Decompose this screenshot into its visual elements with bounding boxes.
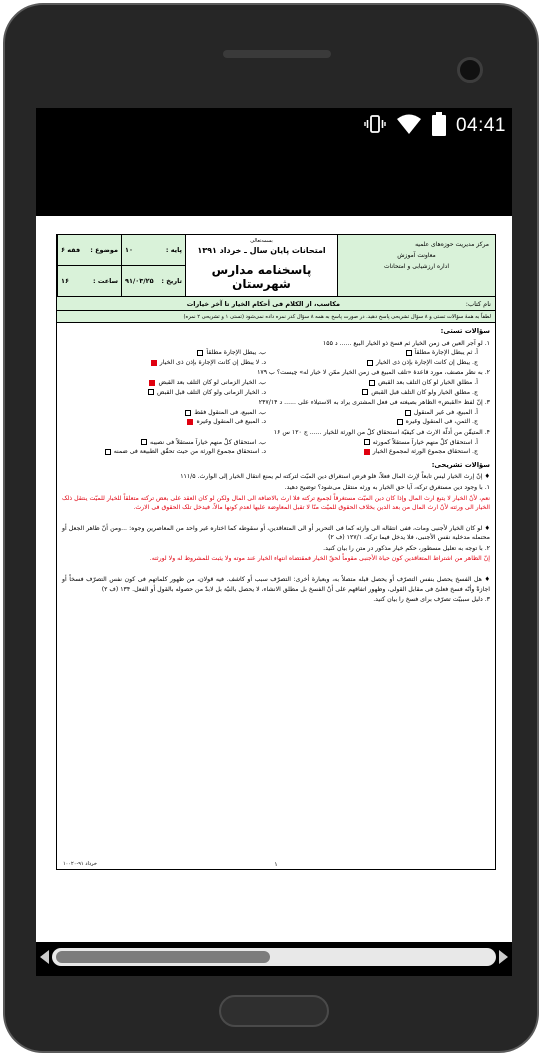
bismillah: بسمه‌تعالی — [250, 238, 273, 244]
question-stem: ۴. المتیقّن من أدلّة الارث فی کیفیّة استحقاق کلّ من الورثة للخیار ...... ج ۱۲۰ س ۱۶ — [273, 428, 490, 436]
option-text: د. استحقاق مجموع الورثة من حیث تحقّق الطبیعة فی ضمنه — [113, 448, 266, 456]
answer-checkbox — [406, 350, 412, 356]
descriptive-question: ۳. دلیل سببیّت تصرّف برای فسخ را بیان کنید. — [373, 596, 490, 604]
subject-cell — [57, 235, 121, 266]
question-options — [62, 438, 490, 457]
answer-option — [62, 358, 266, 368]
answer-option — [62, 388, 266, 398]
earpiece — [223, 50, 331, 58]
option-text: ج. استحقاق مجموع الورثة لمجموع الخیار — [372, 448, 478, 456]
answer-checkbox — [185, 410, 191, 416]
scroll-thumb[interactable] — [56, 951, 270, 963]
answer-option — [274, 417, 478, 427]
footer-code: خرداد ۹۱-۱۰۰۲۰ — [63, 861, 97, 867]
question-premise: ♦ لو کان الخیار لأجنبی ومات، ففی انتقاله الی وارثه کما فی التحریر أو الی المتعاقدین، أو سقوطه کما اختاره غیر واحد من المعاصرین وجوه: ...ومن أنّ ظاهر الجعل أو محتمله مدخلیة نفس الأجنبی، فلا یدخل فیما ترکه. ۱۲۷/۱ (ف ۲) — [62, 524, 490, 542]
option-text: ج. الثمن، فی المنقول وغیره — [405, 418, 478, 426]
descriptive-heading: سؤالات تشریحی: — [431, 460, 490, 469]
grade-value: ۱۰ — [125, 246, 133, 254]
time-value: ۱۶ — [61, 277, 69, 285]
answer-option — [62, 447, 266, 457]
subject-value: فقه ۶ — [61, 246, 81, 254]
date-label: تاریخ : — [161, 277, 182, 285]
answer-checkbox — [362, 389, 368, 395]
grade-cell — [121, 235, 185, 266]
block-spacer — [62, 565, 490, 574]
exam-answer-sheet — [56, 234, 496, 870]
org-line: مرکز مدیریت حوزه‌های علمیه — [415, 241, 489, 248]
phone-frame — [3, 3, 539, 1053]
answer-checkbox — [405, 410, 411, 416]
header-info-grid — [57, 235, 185, 296]
answer-option — [274, 358, 478, 368]
test-question — [62, 398, 490, 427]
org-line: معاونت آموزش — [397, 252, 436, 259]
answer-checkbox — [369, 380, 375, 386]
option-text: ج. مطلق الخیار ولو کان التلف قبل القبض — [371, 388, 478, 396]
question-stem: ۱. لو آجر العین فی زمن الخیار ثم فسخ ذو الخیار البیع ...... د ۱۵۵ — [322, 339, 490, 347]
descriptive-question: ۱. با وجود دین مستغرق ترکه، آیا حق الخیار به ورثه منتقل می‌شود؟ توضیح دهید. — [284, 483, 490, 491]
option-text: ب. استحقاق کلٍّ منهم خیاراً مستقلاً فی نصیبه — [150, 438, 266, 446]
answer-option — [274, 378, 478, 388]
vibrate-icon — [364, 113, 386, 139]
question-stem: ۲. به نظر مصنف، مورد قاعدهٔ «تلف المبیع فی زمن الخیار ممّن لا خیار له» چیست؟ ب ۱۷۹ — [257, 369, 490, 377]
test-question — [62, 428, 490, 457]
date-cell — [121, 266, 185, 296]
option-text: أ. استحقاق کلٍّ منهم خیاراً مستقلاً کمورثه — [372, 438, 478, 446]
question-premise: ♦ هل الفسخ یحصل بنفس التصرّف أو یحصل قبله متصلاً به، وبعبارة أخری: التصرّف سبب أو کاشف. فیه قولان، من ظهور کلماتهم فی کون نفس التصرّف فسخاً أو اجازةً وأنّه فسخ فعلیّ فی مقابل القولی، وظهور اتفاقهم علی أنّ الفسخ بل مطلق الانشاء، لا یحصل بالنیّة بل لابدّ من حصوله بالقول أو الفعل. ۱۳۴ (ف ۲) — [62, 576, 490, 593]
header-organization — [337, 235, 495, 296]
question-options — [62, 348, 490, 367]
option-text: ب. یبطل الإجارة مطلقاً — [206, 349, 266, 357]
test-question — [62, 368, 490, 397]
horizontal-scrollbar[interactable] — [36, 942, 512, 976]
answer-checkbox — [105, 449, 111, 455]
page-footer — [57, 861, 495, 867]
option-text: أ. ثم یبطل الإجارة مطلقاً — [414, 349, 478, 357]
model-answer: نعم، لأنّ الخیار لا یتبع ارث المال وإذا کان دین المیّت مستغرقاً لجمیع ترکته فلا ارث بالاضافة الی المال ولکن لو کان العقد علی بعض ترکته متعلقاً للخیار للمیّت ینتقل ذلک الخیار الی ورثته لأنّ ارث المال من بعد الدین بخلاف الحقوق للمیّت منّا لا تقبل المعاوضة علیها لعدم کونها مالاً، فیدخل تلک الحقوق فی الارث. — [62, 494, 490, 512]
option-text: د. لا یبطل إن کانت الإجارة بإذن ذی الخیار — [159, 358, 266, 366]
answer-checkbox — [367, 360, 373, 366]
grade-label: پایه : — [165, 246, 182, 254]
date-value: ۹۱/۰۳/۲۵ — [125, 277, 154, 285]
school-title: پاسخنامه مدارس شهرستان — [211, 263, 312, 291]
option-text: ب. الخیار الزمانی لو کان التلف بعد القبض — [158, 378, 266, 386]
answer-option — [274, 408, 478, 418]
exam-title: امتحانات پایان سال ـ خرداد ۱۳۹۱ — [197, 246, 326, 255]
selected-answer-checkbox — [364, 449, 370, 455]
instructions-bar: لطفاً به همهٔ سؤالات تستی و ۸ سؤال تشریحی پاسخ دهید. در صورت پاسخ به همه ۸ سؤال کدر نمره داده نمی‌شود (تستی ۱ و تشریحی ۲ نمره) — [57, 311, 495, 323]
descriptive-questions — [62, 472, 490, 605]
answer-option — [274, 438, 478, 448]
answer-option — [62, 408, 266, 418]
block-spacer — [62, 514, 490, 523]
option-text: ب. المبیع، فی المنقول فقط — [194, 408, 266, 416]
book-value: مکاسب، از الکلام فی أحکام الخیار تا آخر خیارات — [186, 299, 340, 308]
exam-header — [57, 235, 495, 297]
app-title-bar — [36, 144, 512, 216]
subject-label: موضوع : — [90, 246, 118, 254]
model-answer: إنّ الظاهر من اشتراط المتعاقدین کون حیاة الأجنبی مقوماً لحقّ الخیار فمقتضاه انتهاء الخیار عند موته ولا یثبت للمشروط له ولا لورثته. — [149, 555, 490, 563]
scroll-right-arrow-icon[interactable] — [499, 950, 508, 964]
test-heading: سؤالات تستی: — [440, 327, 490, 335]
selected-answer-checkbox — [149, 380, 155, 386]
answer-option — [274, 348, 478, 358]
home-button[interactable] — [219, 995, 329, 1027]
book-label: نام کتاب: — [465, 299, 491, 308]
option-text: د. الخیار الزمانی ولو کان التلف قبل القبض — [157, 388, 266, 396]
selected-answer-checkbox — [187, 419, 193, 425]
status-bar — [36, 108, 512, 144]
option-text: ج. یبطل إن کانت الإجارة بإذن ذی الخیار — [375, 358, 478, 366]
answer-option — [62, 438, 266, 448]
question-stem: ۳. إنّ لفظ «القبض» الظاهر بصیغته فی فعل المشتری یراد به الاستیلاء علی ...... د ۲۴۷/۱۴ — [258, 399, 490, 407]
question-premise: ♦ إنّ إرث الخیار لیس تابعاً لإرث المال فعلاً، فلو فرض استغراق دین المیّت لترکته لم یمنع انتقال الخیار إلی الوارث. ۱۱۱/۵ — [180, 473, 490, 481]
test-questions — [62, 339, 490, 457]
battery-icon — [432, 112, 446, 140]
header-title-block — [185, 235, 337, 296]
page-number: ۱ — [274, 861, 278, 868]
option-text: أ. مطلق الخیار لو کان التلف بعد القبض — [378, 378, 478, 386]
document-viewer[interactable] — [36, 216, 512, 942]
scroll-left-arrow-icon[interactable] — [40, 950, 49, 964]
answer-option — [62, 378, 266, 388]
book-name-bar — [57, 297, 495, 311]
answer-checkbox — [148, 389, 154, 395]
exam-body — [57, 323, 495, 605]
option-text: أ. المبیع، فی غیر المنقول — [413, 408, 478, 416]
answer-checkbox — [141, 439, 147, 445]
time-cell — [57, 266, 121, 296]
test-question — [62, 339, 490, 368]
answer-checkbox — [197, 350, 203, 356]
answer-checkbox — [364, 439, 370, 445]
time-label: ساعت : — [92, 277, 118, 285]
org-line: اداره ارزشیابی و امتحانات — [383, 263, 449, 270]
question-options — [62, 378, 490, 397]
selected-answer-checkbox — [151, 360, 157, 366]
descriptive-question: ۲. با توجه به تعلیل مسطور، حکم خیار مذکور در متن را بیان کنید. — [323, 544, 490, 552]
answer-option — [62, 417, 266, 427]
wifi-icon — [396, 113, 422, 139]
answer-option — [62, 348, 266, 358]
answer-checkbox — [397, 419, 403, 425]
option-text: د. المبیع فی المنقول وغیره — [196, 418, 266, 426]
clock: 04:41 — [455, 115, 506, 136]
screen — [36, 108, 512, 976]
scroll-track[interactable] — [52, 948, 496, 966]
answer-option — [274, 447, 478, 457]
question-options — [62, 408, 490, 427]
answer-option — [274, 388, 478, 398]
front-camera — [457, 57, 483, 83]
